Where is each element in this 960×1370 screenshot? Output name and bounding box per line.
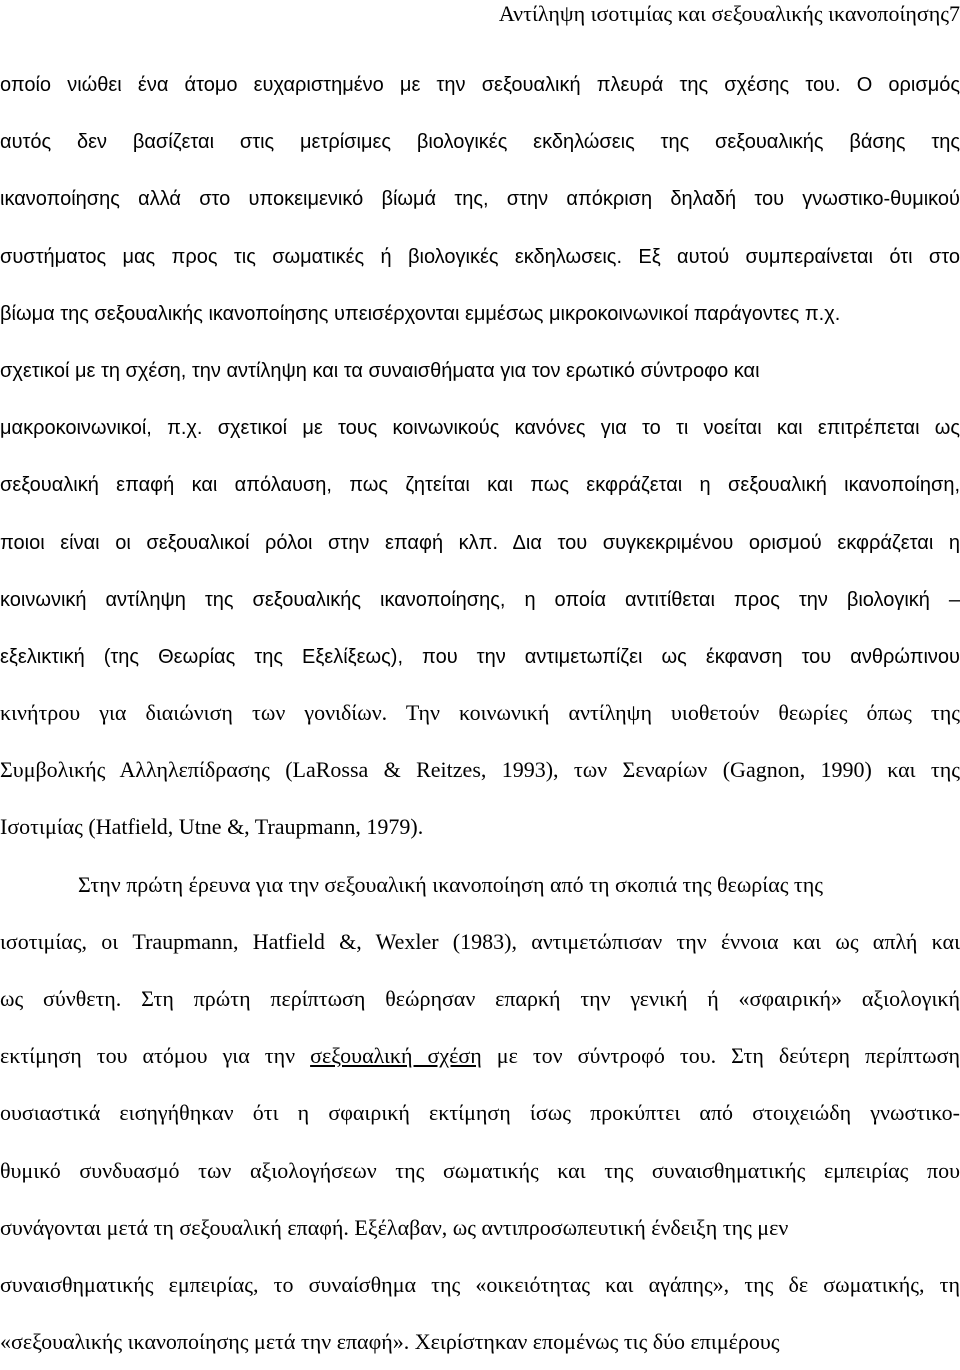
text-line-content: ποιοι είναι οι σεξουαλικοί ρόλοι στην επαφή κλπ. Δια του συγκεκριμένου ορισμού εκφράζεται η — [0, 531, 960, 554]
text-line-content: σχετικοί με τη σχέση, την αντίληψη και τα συναισθήματα για τον ερωτικό σύντροφο και — [0, 359, 760, 382]
text-line — [0, 398, 960, 455]
text-line-content: Συμβολικής Αλληλεπίδρασης (LaRossa & Reitzes, 1993), των Σεναρίων (Gagnon, 1990) και της — [0, 757, 960, 783]
body-text — [0, 55, 960, 1370]
text-line — [0, 741, 960, 798]
text-line-content: συνάγονται μετά τη σεξουαλική επαφή. Εξέλαβαν, ως αντιπροσωπευτική ένδειξη της μεν — [0, 1214, 789, 1240]
text-line-content: αυτός δεν βασίζεται στις μετρίσιμες βιολογικές εκδηλώσεις της σεξουαλικής βάσης της — [0, 131, 960, 154]
text-line — [0, 455, 960, 512]
text-line — [0, 112, 960, 169]
text-line — [0, 627, 960, 684]
text-line — [0, 684, 960, 741]
text-line — [0, 1313, 960, 1370]
text-line-content — [0, 1043, 960, 1068]
text-line — [0, 1027, 960, 1084]
text-line — [0, 55, 960, 112]
text-line-content: ικανοποίησης αλλά στο υποκειμενικό βίωμά της, στην απόκριση δηλαδή του γνωστικο-θυμικού — [0, 188, 960, 211]
text-line — [0, 970, 960, 1027]
text-line-content: κινήτρου για διαιώνιση των γονιδίων. Την κοινωνική αντίληψη υιοθετούν θεωρίες όπως της — [0, 700, 960, 726]
text-line-content: «σεξουαλικής ικανοποίησης μετά την επαφή». Χειρίστηκαν επομένως τις δύο επιμέρους — [0, 1329, 780, 1355]
text-line — [0, 1256, 960, 1313]
text-line-content: οποίο νιώθει ένα άτομο ευχαριστημένο με την σεξουαλική πλευρά της σχέσης του. Ο ορισμός — [0, 74, 960, 96]
text-line — [0, 1142, 960, 1199]
text-line — [0, 913, 960, 970]
text-line-content: σεξουαλική επαφή και απόλαυση, πως ζητείται και πως εκφράζεται η σεξουαλική ικανοποίηση, — [0, 474, 960, 497]
text-segment: εκτίμηση του ατόμου για την — [0, 1043, 311, 1069]
text-line — [0, 513, 960, 570]
text-line — [0, 856, 960, 913]
page-number: 7 — [949, 1, 960, 26]
text-line-content: εξελικτική (της Θεωρίας της Εξελίξεως), που την αντιμετωπίζει ως έκφανση του ανθρώπινου — [0, 645, 960, 668]
text-line — [0, 169, 960, 226]
text-line-content: μακροκοινωνικοί, π.χ. σχετικοί με τους κοινωνικούς κανόνες για το τι νοείται και επιτρέπεται ως — [0, 417, 960, 440]
text-line — [0, 341, 960, 398]
text-line-content: θυμικό συνδυασμό των αξιολογήσεων της σωματικής και της συναισθηματικής εμπειρίας που — [0, 1157, 960, 1183]
text-line-content: Ισοτιμίας (Hatfield, Utne &, Traupmann, 1979). — [0, 814, 424, 840]
text-segment: με τον σύντροφό του. Στη δεύτερη περίπτωση — [481, 1043, 960, 1069]
text-line — [0, 227, 960, 284]
text-line-content: ως σύνθετη. Στη πρώτη περίπτωση θεώρησαν επαρκή την γενική ή «σφαιρική» αξιολογική — [0, 986, 960, 1011]
text-line-content: Στην πρώτη έρευνα για την σεξουαλική ικανοποίηση από τη σκοπιά της θεωρίας της — [78, 871, 823, 897]
text-line — [0, 284, 960, 341]
text-line-content: ουσιαστικά εισηγήθηκαν ότι η σφαιρική εκτίμηση ίσως προκύπτει από στοιχειώδη γνωστικο- — [0, 1100, 960, 1126]
underlined-phrase: σεξουαλική σχέση — [310, 1043, 482, 1069]
text-line-content: ισοτιμίας, οι Traupmann, Hatfield &, Wexler (1983), αντιμετώπισαν την έννοια και ως απλή και — [0, 928, 960, 954]
running-header — [0, 0, 960, 40]
text-line — [0, 570, 960, 627]
running-title: Αντίληψη ισοτιμίας και σεξουαλικής ικανοποίησης — [498, 1, 949, 26]
text-line-content: κοινωνική αντίληψη της σεξουαλικής ικανοποίησης, η οποία αντιτίθεται προς την βιολογική – — [0, 588, 960, 611]
text-line — [0, 1084, 960, 1141]
text-line — [0, 798, 960, 855]
text-line-content: συναισθηματικής εμπειρίας, το συναίσθημα της «οικειότητας και αγάπης», της δε σωματικής, τη — [0, 1271, 960, 1297]
text-line — [0, 1199, 960, 1256]
text-line-content: συστήματος μας προς τις σωματικές ή βιολογικές εκδηλωσεις. Εξ αυτού συμπεραίνεται ότι στο — [0, 245, 960, 268]
text-line-content: βίωμα της σεξουαλικής ικανοποίησης υπεισέρχονται εμμέσως μικροκοινωνικοί παράγοντες π.χ. — [0, 302, 841, 325]
